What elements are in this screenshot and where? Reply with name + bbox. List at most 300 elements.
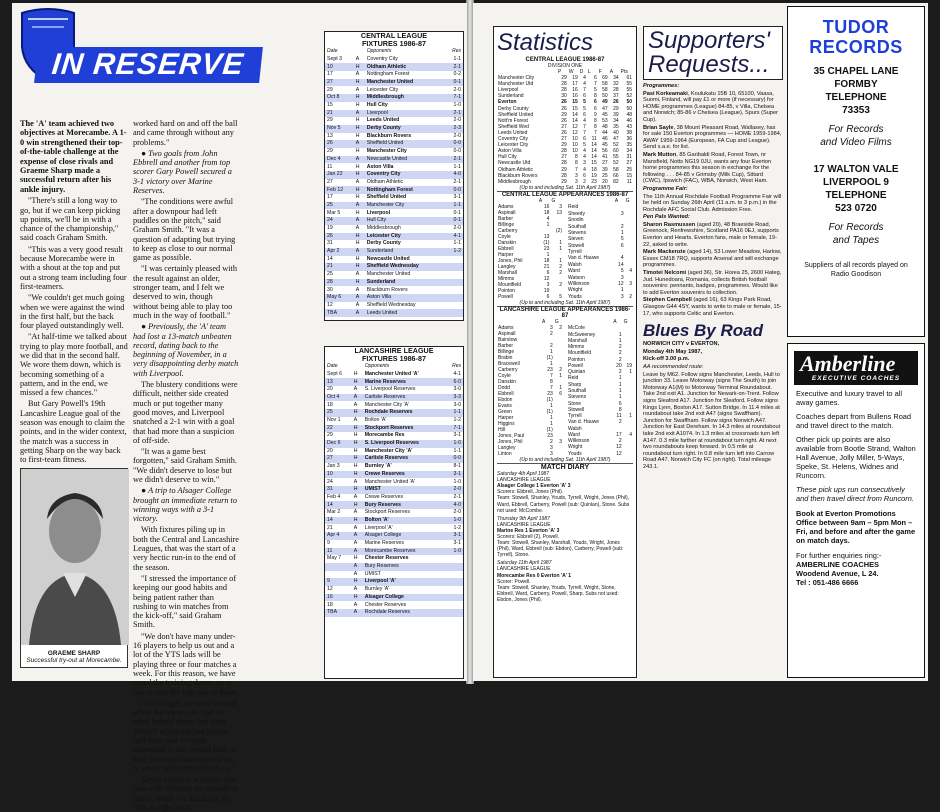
fixture-row [325,463,463,471]
league-value: 16 [572,93,578,100]
fixture-opponent [365,263,445,271]
league-value: 44 [602,129,608,136]
amber-p7: AMBERLINE COACHES [796,560,879,569]
league-col-header: Pts [620,69,628,75]
player-name: Pointon [568,356,585,363]
fixture-date: 14 [327,501,333,508]
player-stat: 5 [559,293,562,300]
bullet-icon: ● [141,148,149,158]
fixture-date: 21 [327,524,333,531]
opponent-name: Sheffield Wednesday [366,301,416,308]
fixture-date: Jan 3 [327,463,340,470]
league-value: 5 [594,87,597,94]
player-stat: 2 [549,330,553,337]
league-value: 4 [583,117,586,124]
col-venue-header [352,363,363,371]
league-value: 45 [602,142,608,149]
fixture-venue: A [353,386,358,393]
fixture-row [325,194,463,202]
fixture-date: Sept 6 [327,370,342,377]
fixture-result: 3-1 [453,194,461,201]
fixture-result: 1-2 [453,248,461,255]
fixture-opponent [365,125,445,133]
article-column-2 [133,119,239,812]
supp-name: Pasi Korkeamaki [643,90,688,97]
blues-date: Monday 4th May 1987, [643,348,703,355]
player-name: Wright [568,444,583,451]
league-value: 55 [626,87,632,94]
fixture-opponent [365,309,445,317]
fixture-opponent [365,209,445,217]
player-stat: 6 [559,390,562,397]
article-paragraph [133,486,239,523]
fixture-venue: H [353,486,358,493]
player-name: Brabin [498,354,513,361]
player-name: Langley [498,444,516,451]
player-name: Tyrrell [568,249,582,256]
fixture-opponent [365,286,445,294]
tudor-address-line: 35 CHAPEL LANE [813,66,899,77]
fixture-date: 28 [327,278,333,285]
lancs-fixtures-table [325,363,463,617]
player-name: Southall [568,223,587,230]
tudor-address-line: 523 0720 [835,203,877,214]
player-stat: 17 [616,431,622,438]
player-name: Adams [498,203,514,210]
league-value: 10 [572,142,578,149]
fixture-result: 1-0 [453,547,461,554]
amber-p8: Woodend Avenue, L 24. [796,569,879,578]
supp-text: (aged 36), Str. Horea 25, 2600 Hateg, Jud. Hunedoara, Romania, collects British football souvenirs: pennants, badges, programmes. Would like to add Everton souvenirs to collection. [643,270,782,296]
fixture-date: 29 [327,117,333,124]
fixture-result: 0-0 [453,455,461,462]
article-paragraph: "This was a very good result because Morecambe were in with a shout at the top and put out a strong team including four first-teamers. [20,244,127,291]
player-stat: 2 [618,369,622,376]
league-value: 58 [613,166,619,173]
fixture-row [325,309,463,317]
league-value: 41 [602,154,608,161]
article-paragraph [133,119,239,147]
fixture-venue: H [353,447,358,454]
player-stat: 1 [549,414,553,421]
fixture-row [325,240,463,248]
league-value: 4 [583,148,586,155]
player-name: Mimms [498,275,515,282]
player-name: Stowell [568,406,585,413]
appearances-col-header: A [613,319,617,326]
tudor-title-1: TUDOR [822,17,890,37]
fixture-row [325,263,463,271]
league-col-header: L [587,69,591,75]
fixture-row [325,156,463,164]
fixture-venue: A [353,493,358,500]
fixture-row [325,79,463,87]
diary-date: Saturday 4th April 1987 [497,471,550,478]
fixture-row [325,571,463,579]
col-date-header: Date [325,363,352,371]
fixture-date: 16 [327,593,333,600]
fixture-result [445,601,463,609]
opponent-name: Burnley 'A' [364,463,392,470]
player-stat: 1 [629,413,632,420]
supp-heading: Pen Pals Wanted: [643,214,690,221]
opponent-name: Hull City [366,217,387,224]
league-value: 58 [602,81,608,88]
player-name: Jones, Phil [498,257,523,264]
league-value: 82 [613,178,619,185]
league-value: 8 [594,117,597,124]
fixture-date: 15 [327,102,333,109]
fixture-opponent [365,133,445,141]
diary-scorers: Scorer: Powell. [497,578,531,585]
col-result-header: Res [445,48,463,56]
player-name: Danskin [498,378,517,385]
league-team: Blackburn Rovers [498,172,538,179]
fixture-result: 1-2 [453,524,461,531]
fixture-date: 27 [327,78,333,85]
appearances-col-header: A [614,198,619,205]
player-name: Walsh [568,261,582,268]
league-row [497,118,633,124]
supp-text: (aged 14), 53 Lower Meadow, Harlow, Essex CM18 7RQ, supports Arsenal and will exchange programmes. [643,249,782,269]
player-name: Bairstow [498,336,518,343]
player-stat: 8 [549,378,553,385]
league-row [497,173,633,179]
paragraph-text: "I was certainly pleased with the result against an older, stronger team, and I felt we deserved to win, though without being able to play too much in the way of football." [133,264,238,320]
player-name: Higgins [498,420,515,427]
fixture-result: 1-2 [453,417,461,424]
player-stat: 18 [543,209,550,216]
league-value: 6 [594,99,597,106]
opponent-name: Bolton 'A' [364,417,387,424]
player-name: Powell [498,293,513,300]
paragraph-text: Kevin Shanley, a trialist who was with Watford on schoolboy forms, made his debut for the club at right back. [133,775,239,812]
fixture-date: 21 [327,109,333,116]
fixture-opponent [363,425,445,433]
player-name: Sharp [568,381,582,388]
fixture-row [325,56,463,64]
league-value: 29 [561,178,567,185]
league-value: 7 [583,129,586,136]
league-value: 49 [602,99,608,106]
diary-match: Morecambe Res 0 Everton 'A' 1 [497,572,572,579]
fixture-row [325,102,463,110]
player-name: Youds [568,293,582,300]
fixture-venue: A [353,524,358,531]
fixture-venue: H [355,263,360,270]
diary-match: Alsager College 1 Everton 'A' 3 [497,483,571,490]
player-stat: 2 [618,356,622,363]
fixture-result: 3-1 [453,540,461,547]
fixture-result: 3-0 [453,386,461,393]
opponent-name: Manchester City 'A' [364,401,410,408]
player-stat: 3 [620,293,624,300]
paragraph-text: "We don't have many under-16 players to help us out and a lot of the YTS lads will be playing three or four matches a week. For this reason, we have eased the training down, so as not to take the legs out of them. [133,631,239,697]
appearances-col-header: A [542,318,546,325]
paragraph-text: "The conditions were awful after a downpour had left puddles on the pitch," said Graham Smith. "It was a question of adapting but trying to keep as close to our normal game as possible. [133,197,236,263]
league-value: 14 [572,117,578,124]
tudor-tagline-2 [788,221,924,247]
league-value: 47 [613,136,619,143]
fixture-date: 29 [327,148,333,155]
fixture-date: Feb 4 [327,493,341,500]
supp-name: Mark Mackenzie [643,249,686,256]
player-name: McCole [568,325,585,332]
fixture-result: 2-1 [453,493,461,500]
fixture-venue: H [355,186,360,193]
fixture-venue: H [353,470,358,477]
league-value: 52 [613,160,619,167]
fixture-row [325,563,463,571]
league-value: 45 [602,111,608,118]
league-value: 6 [583,136,586,143]
fixture-date: 18 [327,401,333,408]
league-team: Leicester City [498,142,529,149]
league-value: 3 [574,178,578,185]
league-value: 27 [561,136,567,143]
fixture-row [325,609,463,617]
player-name: Marshall [498,269,517,276]
supp-heading: Programme Fair: [643,185,688,192]
fixture-result: 0-1 [453,217,461,224]
league-value: 29 [561,75,567,82]
amberline-logo-sub: EXECUTIVE COACHES [811,375,901,382]
supp-text: , Koulukatu 15B 10, 65100, Vaasa, Suomi, Finland, will pay £1 or more (if necessary) for HOME programmes (League) 84-85, v Villa, Chelsea and Norwich; 85-86 v Chelsea (League), Spurs (Super Cup). [643,90,778,123]
fixture-date: 20 [327,447,333,454]
fixture-venue: H [353,463,358,470]
fixture-result: 2-3 [453,125,461,132]
player-name: Reid [568,375,579,382]
player-name: Ward [568,431,580,438]
opponent-name: Manchester United [366,78,414,85]
opponent-name: Oldham Athletic [366,178,404,185]
statistics-title: Statistics [497,29,594,56]
player-name: Bracewell [498,360,520,367]
player-name: Danskin [498,239,517,246]
league-value: 15 [572,105,578,112]
league-value: 46 [602,136,608,143]
fixture-result: 1-1 [453,163,461,170]
fixture-result [445,586,463,594]
fixture-date: Dec 4 [327,155,341,162]
league-value: 35 [626,142,632,149]
fixture-result: 1-0 [453,440,461,447]
diary-entry [497,560,633,603]
player-name: Reid [568,204,579,211]
fixture-result: 0-0 [453,186,461,193]
fixture-row [325,202,463,210]
fixture-venue: A [353,540,358,547]
fixture-venue: H [355,232,360,239]
player-stat: 1 [559,372,562,379]
opponent-name: Derby County [366,125,401,132]
fixture-opponent [363,471,445,479]
league-value: 23 [591,178,597,185]
opponent-name: Coventry City [366,55,398,62]
fixture-venue: A [355,140,360,147]
league-value: 8 [594,123,597,130]
league-value: 6 [594,105,597,112]
league-row [497,160,633,166]
tudor-tagline-line: For Records [828,222,884,233]
fixture-venue: A [353,401,358,408]
fixture-venue: A [355,155,360,162]
fixture-date: 26 [327,232,333,239]
league-value: 11 [626,178,632,185]
opponent-name: Stockport Reserves [364,509,410,516]
fixture-venue: H [353,424,358,431]
player-name: Marshall [568,337,587,344]
fixture-result [445,302,463,310]
player-name: Mountfield [498,281,522,288]
opponent-name: Manchester United 'A' [364,370,419,377]
diary-match: Marine Res 1 Everton 'A' 3 [497,527,560,534]
supp-text: , 38 Mount Pleasant Road, Wallasey, has for sale 150 Everton programmes — HOME 1959-1984, AWAY 1959-1964 (European, FA Cup and League). Send s.a.e. for list. [643,124,782,151]
fixture-date: Sept 3 [327,55,342,62]
fixture-opponent [363,417,445,425]
fixture-row [325,478,463,486]
amberline-advert [787,343,925,678]
fixture-row [325,125,463,133]
fixture-venue: A [353,570,358,577]
player-stat: 1 [618,375,622,382]
player-stat: 5 [620,236,624,243]
fixture-venue: A [353,478,358,485]
match-diary-title: MATCH DIARY [540,464,590,472]
player-stat: 2 [559,366,562,373]
player-name: Tyrrell [568,413,582,420]
fixture-result: 3-0 [453,401,461,408]
player-stat: 2 [620,223,624,230]
article-col1-body [20,196,128,513]
player-name: Adams [498,324,514,331]
fixture-venue: H [355,209,360,216]
fixture-opponent [363,555,445,563]
supp-name: Mark Mutton [643,151,677,158]
tudor-address-1 [788,65,924,117]
player-stat: 12 [616,450,622,457]
league-value: 52 [613,142,619,149]
player-name: Ward [568,268,580,275]
player-stat: 14 [618,261,624,268]
fixture-date: 25 [327,201,333,208]
fixture-venue: A [353,509,358,516]
league-value: 47 [602,105,608,112]
opponent-name: Rochdale Reserves [364,409,413,416]
tudor-title-2: RECORDS [809,37,903,57]
opponent-name: Hull City [366,102,388,109]
league-value: 6 [594,75,597,82]
fixture-venue: H [353,455,358,462]
fixture-opponent [363,386,445,394]
opponent-name: Nottingham Forest [366,186,413,193]
fixture-opponent [365,71,445,79]
match-diary [497,471,633,603]
fixture-row [325,501,463,509]
player-stat: 3 [549,450,553,457]
opponent-name: UMIST [364,570,381,577]
opponent-name: Manchester City 'A' [364,447,413,454]
league-value: 19 [572,75,578,82]
opponent-name: Crewe Reserves [364,493,404,500]
player-name: Ebdon [498,396,513,403]
fixture-opponent [363,486,445,494]
player-name: McSweeney [568,331,596,338]
player-stat: 2 [618,350,622,357]
league-row [497,112,633,118]
fixture-result: 2-1 [453,63,461,70]
fixture-row [325,63,463,71]
opponent-name: Newcastle United [366,255,410,262]
fixture-result: 4-1 [453,232,461,239]
fixture-date: 9 [327,540,330,547]
paragraph-text: A trip to Alsager College brought an immediate return to winning ways with a 3-1 victory. [133,486,238,524]
fixture-venue: H [355,240,360,247]
appearances-col-header: G [625,198,630,205]
league-value: 50 [626,105,632,112]
player-name: Barber [498,215,514,222]
league-value: 55 [626,81,632,88]
player-name: Pointon [498,287,515,294]
article-paragraph: But Gary Powell's 19th Lancashire League goal of the season was enough to claim the points, and in the wider context, the match was a success in getting Sharp on the way back to first-team fitness. [20,399,127,465]
league-value: 19 [591,172,597,179]
bullet-icon: ● [141,322,149,332]
player-stat: 2 [559,281,562,288]
bullet-icon: ● [141,486,149,496]
fixture-result [445,309,463,317]
fixture-opponent [363,494,445,502]
fixture-date: Jan 22 [327,171,343,178]
fixture-result: 8-1 [453,463,461,470]
opponent-name: Manchester City [366,201,405,208]
player-stat: (2) [555,227,562,234]
fixture-result: 2-0 [453,132,461,139]
league-row [497,179,633,185]
division-label: DIVISION ONE [547,63,583,69]
photo-caption-name: GRAEME SHARP [47,650,101,657]
league-value: 28 [561,148,567,155]
fixture-date: 24 [327,217,333,224]
fixture-venue: A [353,586,358,593]
player-stat: 4 [620,255,624,262]
opponent-name: Blackburn Rovers [366,286,408,293]
league-team: Oldham Athletic [498,166,534,173]
fixture-date: 22 [327,424,333,431]
player-stat: 3 [546,281,550,288]
appearance-row [497,294,563,300]
fixture-result [445,555,463,563]
fixture-venue: A [355,217,360,224]
league-value: 25 [602,172,608,179]
amberline-logo-text: Amberline [800,351,896,376]
player-name: Stevens [568,229,587,236]
league-value: 29 [613,105,619,112]
fixture-opponent [363,501,445,509]
tudor-address-line: FORMBY [834,79,878,90]
paragraph-text: "At Alsager, we were behind when the home side had the wind behind them, but John Ebbrell equalised just before half-time and we took command in the second half. In fact, we could have scored six or seven with better finishing." [133,698,238,773]
fixture-opponent [363,563,445,571]
fixture-result: 3-3 [453,393,461,400]
opponent-name: Leeds United [366,309,398,316]
fixture-row [325,140,463,148]
league-value: 28 [613,87,619,94]
blues-kickoff: Kick-off 3.00 p.m. [643,356,690,363]
league-value: 39 [602,166,608,173]
fixture-opponent [365,294,445,302]
fixture-row [325,209,463,217]
fixture-venue: H [355,63,360,70]
fixture-venue: H [353,440,358,447]
